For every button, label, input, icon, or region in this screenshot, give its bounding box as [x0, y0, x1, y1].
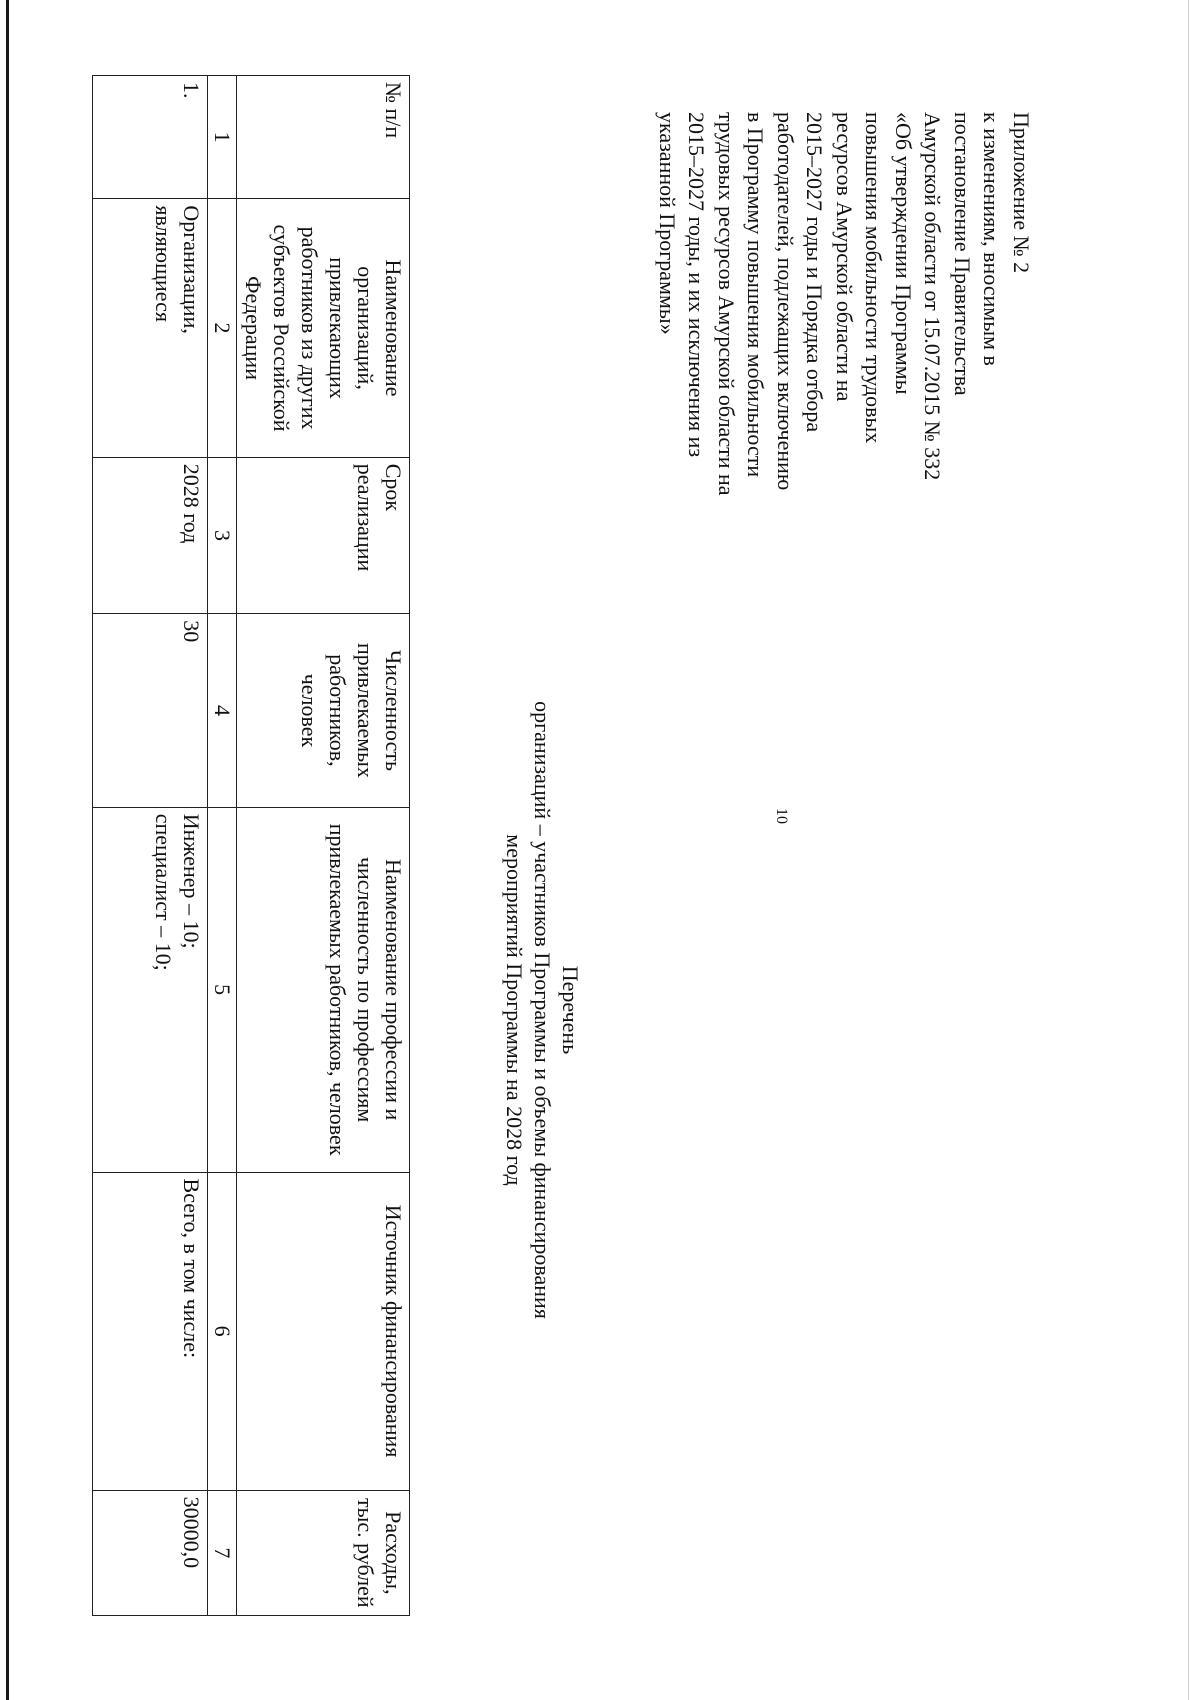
header-cell-period: Срок реализации [237, 457, 410, 613]
cell-professions [93, 807, 208, 1172]
appendix-line: работодателей, подлежащих включению [773, 112, 798, 491]
cell-workers: 30 [93, 614, 208, 807]
column-number: 7 [208, 1490, 237, 1615]
column-number: 6 [208, 1172, 237, 1490]
column-numbers-row [208, 76, 237, 1616]
cell-expenses: 30000,0 [93, 1490, 208, 1615]
title-line: организаций – участников Программы и объемы финансирования [530, 701, 555, 1319]
appendix-line: в Программу повышения мобильности [743, 112, 769, 478]
cell-num: 1. [93, 76, 208, 199]
header-cell-workers: Численность привлекаемых работников, человек [237, 614, 410, 807]
profession-line: специалист – 10; [151, 813, 176, 971]
cell-period: 2028 год [93, 457, 208, 613]
column-number: 1 [208, 76, 237, 199]
header-cell-source: Источник финансирования [237, 1172, 410, 1490]
organizations-table [92, 75, 410, 1616]
appendix-line: постановление Правительства [950, 112, 975, 396]
column-number: 3 [208, 457, 237, 613]
appendix-line: к изменениям, вносимым в [979, 112, 1005, 366]
table-row [93, 76, 208, 1616]
header-cell-expenses: Расходы, тыс. рублей [237, 1490, 410, 1615]
title-line: мероприятий Программы на 2028 год [502, 834, 527, 1186]
header-cell-professions: Наименование профессии и численность по профессиям привлекаемых работников, человек [237, 807, 410, 1172]
header-cell-num: № п/п [237, 76, 410, 199]
appendix-line: повышения мобильности трудовых [861, 112, 887, 444]
page-number: 10 [773, 808, 790, 824]
column-number: 4 [208, 614, 237, 807]
appendix-line: ресурсов Амурской области на [832, 112, 857, 402]
document-title [500, 560, 584, 1460]
appendix-block [653, 112, 1037, 692]
cell-organization: Организации, являющиеся [93, 199, 208, 457]
appendix-line: Амурской области от 15.07.2015 № 332 [920, 112, 946, 481]
appendix-line: «Об утверждении Программы [891, 112, 916, 395]
cell-source: Всего, в том числе: [93, 1172, 208, 1490]
table-header-row [237, 76, 410, 1616]
column-number: 5 [208, 807, 237, 1172]
appendix-line: трудовых ресурсов Амурской области на [714, 112, 739, 496]
column-number: 2 [208, 199, 237, 457]
appendix-line: Приложение № 2 [1009, 112, 1034, 274]
header-cell-organization: Наименование организаций, привлекающих работников из других субъектов Российской Федерации [237, 199, 410, 457]
appendix-line: 2015–2027 годы, и их исключения из [684, 112, 710, 458]
profession-line: Инженер – 10; [179, 813, 204, 949]
appendix-line: указанной Программы» [655, 112, 680, 335]
appendix-line: 2015–2027 годы и Порядка отбора [802, 112, 828, 433]
title-line: Перечень [558, 965, 583, 1055]
